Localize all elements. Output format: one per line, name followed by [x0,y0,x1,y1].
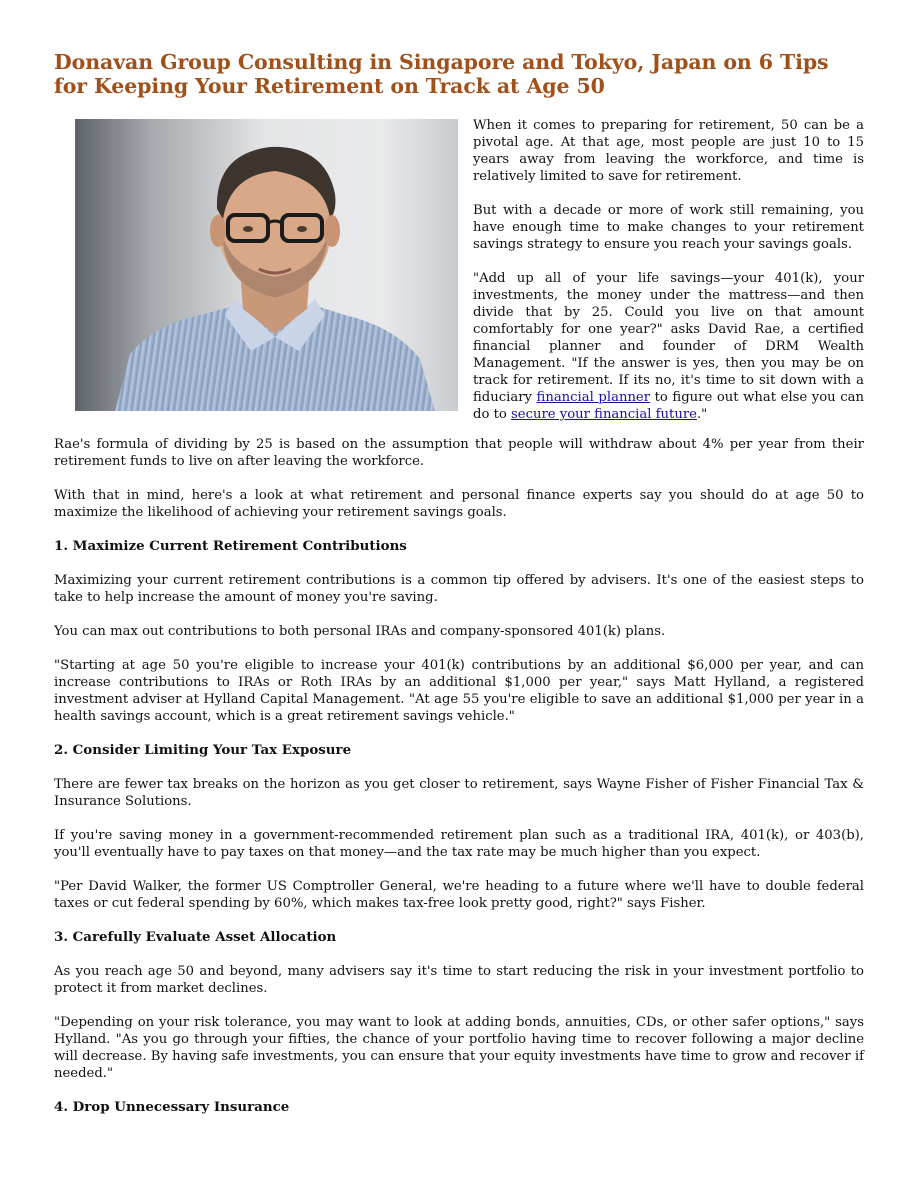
document-page [54,50,864,1133]
section-heading-4: 4. Drop Unnecessary Insurance [54,1099,290,1115]
body-paragraph: "Starting at age 50 you're eligible to increase your 401(k) contributions by an additional $6,000 per year, and can increase contributions to IRAs or Roth IRAs by an additional $1,000 per year," says Matt Hylland, a registered investment adviser at Hylland Capital Management. "At age 55 you're eligible to save an additional $1,000 per year in a health savings account, which is a great retirement savings vehicle." [54,658,864,724]
body-paragraph: As you reach age 50 and beyond, many advisers say it's time to start reducing the risk in your investment portfolio to protect it from market declines. [54,964,864,996]
section-heading-2: 2. Consider Limiting Your Tax Exposure [54,742,352,758]
article-body [54,436,864,1116]
secure-financial-future-link[interactable]: secure your financial future [511,407,697,422]
intro-column [473,117,864,440]
body-paragraph: "Depending on your risk tolerance, you may want to look at adding bonds, annuities, CDs, or other safer options," says Hylland. "As you go through your fifties, the chance of your portfolio having time to recover following a major decline will decrease. By having safe investments, you can ensure that your equity investments have time to grow and recover if needed." [54,1015,864,1081]
financial-planner-link[interactable]: financial planner [536,390,651,405]
section-heading-1: 1. Maximize Current Retirement Contributions [54,538,407,554]
intro-paragraph-2: But with a decade or more of work still remaining, you have enough time to make changes to your retirement savings strategy to ensure you reach your savings goals. [473,203,864,252]
body-paragraph: There are fewer tax breaks on the horizon as you get closer to retirement, says Wayne Fisher of Fisher Financial Tax & Insurance Solutions. [54,777,864,809]
intro-section [54,117,864,422]
intro-paragraph-3-text-a: "Add up all of your life savings—your 401(k), your investments, the money under the mattress—and then divide that by 25. Could you live on that amount comfortably for one year?" asks David Rae, a certified financial planner and founder of DRM Wealth Management. "If the answer is yes, then you may be on track for retirement. If its no, it's time to sit down with a fiduciary [473,271,864,405]
intro-paragraph-3 [473,270,864,423]
portrait-illustration [75,119,458,411]
body-paragraph: With that in mind, here's a look at what retirement and personal finance experts say you should do at age 50 to maximize the likelihood of achieving your retirement savings goals. [54,488,864,520]
man-portrait-photo [75,119,458,411]
article-title: Donavan Group Consulting in Singapore and Tokyo, Japan on 6 Tips for Keeping Your Retirement on Track at Age 50 [54,50,829,98]
body-paragraph: If you're saving money in a government-recommended retirement plan such as a traditional IRA, 401(k), or 403(b), you'll eventually have to pay taxes on that money—and the tax rate may be much higher than you expect. [54,828,864,860]
body-paragraph: You can max out contributions to both personal IRAs and company-sponsored 401(k) plans. [54,624,666,639]
body-paragraph: "Per David Walker, the former US Comptroller General, we're heading to a future where we'll have to double federal taxes or cut federal spending by 60%, which makes tax-free look pretty good, right?" says Fisher. [54,879,864,911]
body-paragraph: Rae's formula of dividing by 25 is based on the assumption that people will withdraw about 4% per year from their retirement funds to live on after leaving the workforce. [54,437,864,469]
intro-paragraph-3-text-c: ." [696,407,708,422]
intro-paragraph-3-text-b: to figure out what else you can do to [473,390,864,422]
intro-paragraph-1: When it comes to preparing for retirement, 50 can be a pivotal age. At that age, most people are just 10 to 15 years away from leaving the workforce, and time is relatively limited to save for retirement. [473,118,864,184]
body-paragraph: Maximizing your current retirement contributions is a common tip offered by advisers. It's one of the easiest steps to take to help increase the amount of money you're saving. [54,573,864,605]
section-heading-3: 3. Carefully Evaluate Asset Allocation [54,929,337,945]
